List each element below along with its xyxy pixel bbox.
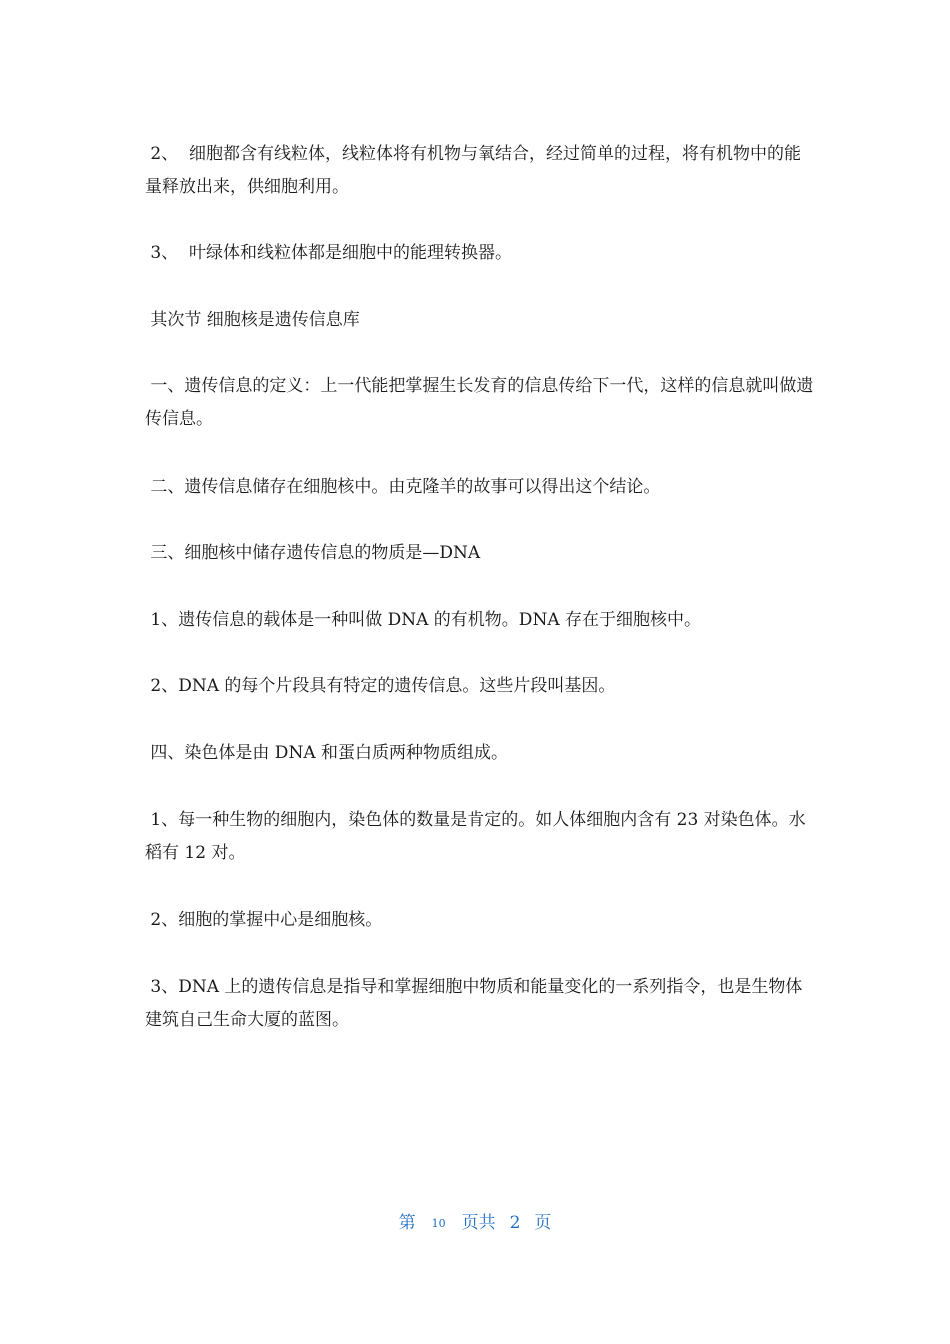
footer-prefix: 第 — [398, 1213, 416, 1233]
footer-page-number: 10 — [431, 1217, 446, 1230]
paragraph-10: 2、细胞的掌握中心是细胞核。 — [145, 910, 383, 930]
paragraph-4: 二、遗传信息储存在细胞核中。由克隆羊的故事可以得出这个结论。 — [145, 477, 661, 497]
paragraph-6: 1、遗传信息的载体是一种叫做 DNA 的有机物。DNA 存在于细胞核中。 — [145, 610, 701, 630]
paragraph-11: 3、DNA 上的遗传信息是指导和掌握细胞中物质和能量变化的一系列指令，也是生物体建筑自己生命大厦的蓝图。 — [145, 977, 803, 1030]
paragraph-2: 3、 叶绿体和线粒体都是细胞中的能理转换器。 — [145, 243, 513, 263]
paragraph-3: 一、遗传信息的定义：上一代能把掌握生长发育的信息传给下一代，这样的信息就叫做遗传信息。 — [145, 376, 814, 429]
footer-total: 2 — [509, 1213, 521, 1233]
page-footer — [0, 1208, 950, 1233]
paragraph-1: 2、 细胞都含有线粒体，线粒体将有机物与氧结合，经过简单的过程，将有机物中的能量释放出来，供细胞利用。 — [145, 144, 802, 197]
footer-suffix: 页 — [534, 1213, 552, 1233]
footer-middle: 页共 — [461, 1213, 496, 1233]
paragraph-7: 2、DNA 的每个片段具有特定的遗传信息。这些片段叫基因。 — [145, 676, 616, 696]
paragraph-8: 四、染色体是由 DNA 和蛋白质两种物质组成。 — [145, 743, 508, 763]
paragraph-9: 1、每一种生物的细胞内，染色体的数量是肯定的。如人体细胞内含有 23 对染色体。水稻有 12 对。 — [145, 810, 806, 863]
paragraph-5: 三、细胞核中储存遗传信息的物质是—DNA — [145, 543, 481, 563]
section-heading: 其次节 细胞核是遗传信息库 — [145, 310, 360, 330]
